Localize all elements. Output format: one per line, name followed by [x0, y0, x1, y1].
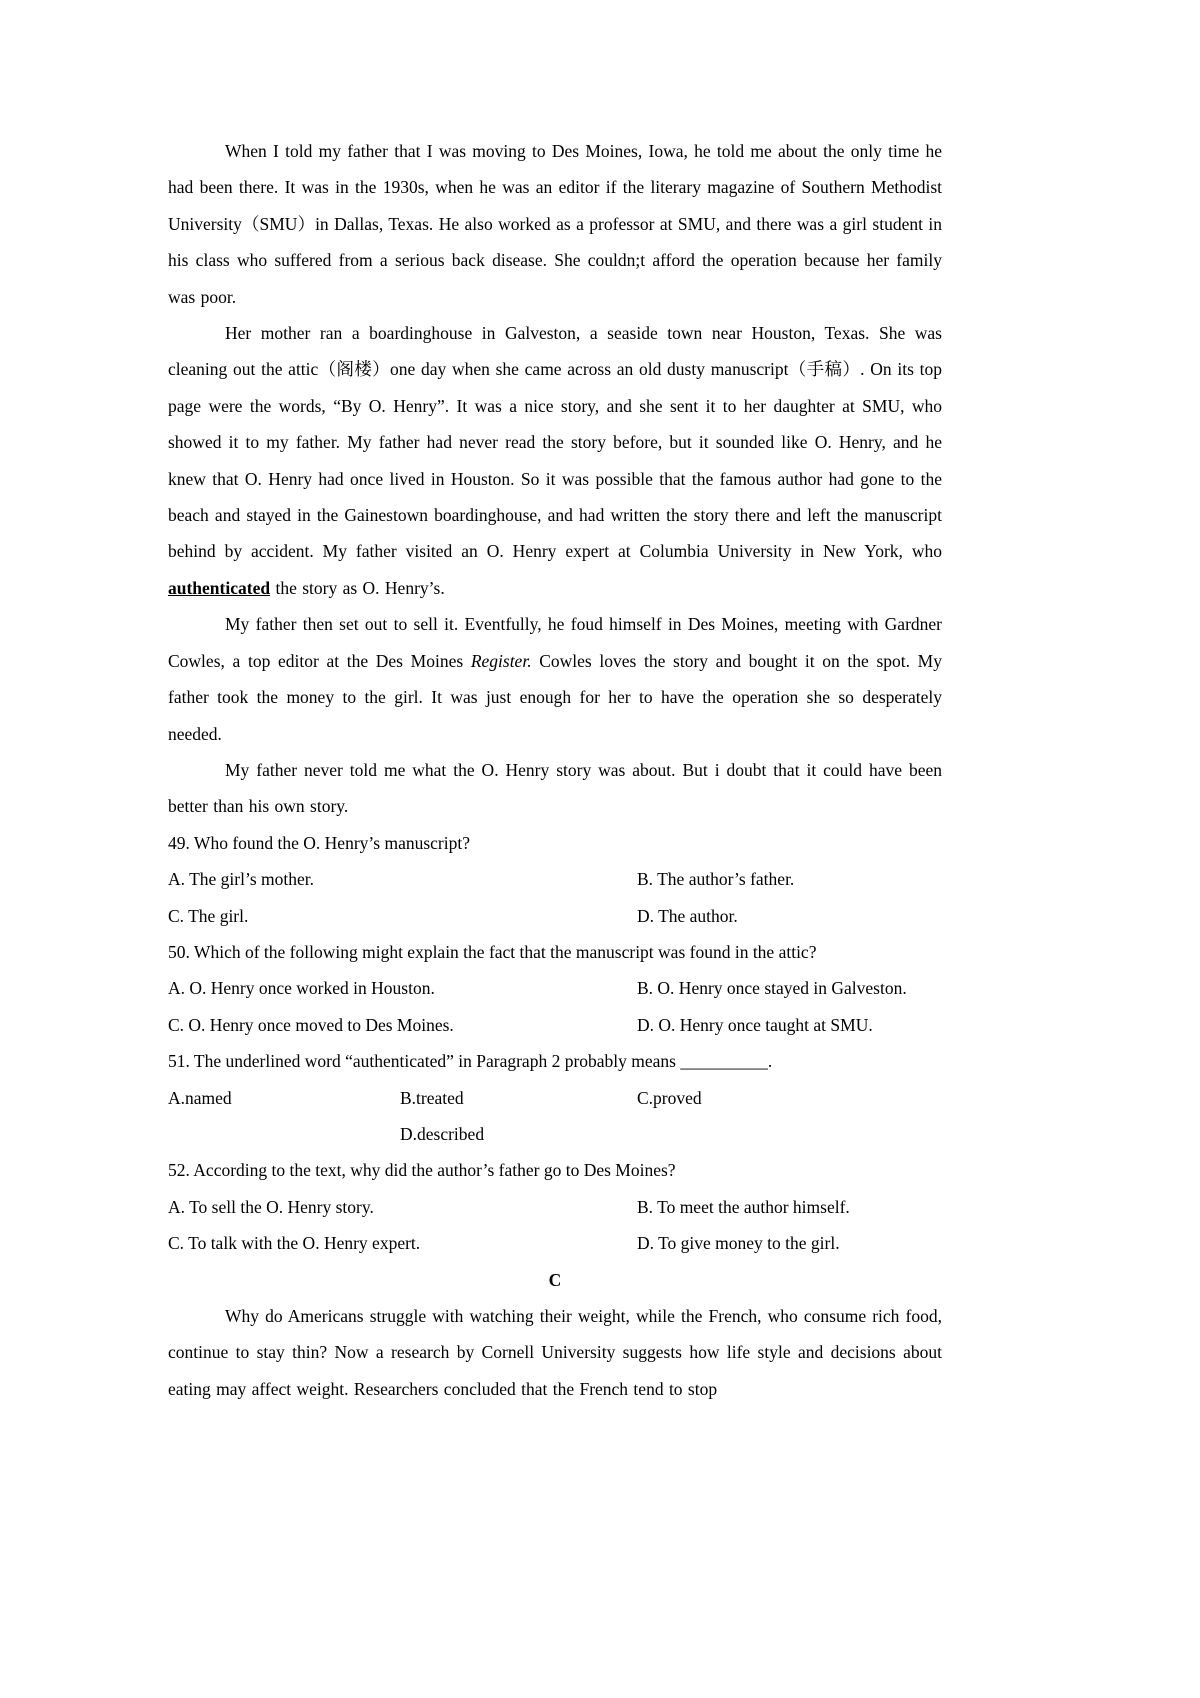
question-51-stem: 51. The underlined word “authenticated” in Paragraph 2 probably means __________.	[168, 1051, 773, 1072]
paragraph-3	[168, 606, 942, 752]
question-51-option-d-spacer	[168, 1116, 400, 1152]
question-51-options-row-1	[168, 1080, 942, 1116]
question-52-option-a: A. To sell the O. Henry story.	[168, 1196, 374, 1217]
question-49-option-d: D. The author.	[637, 905, 738, 926]
question-49-option-c: C. The girl.	[168, 905, 249, 926]
question-52-options-row-2	[168, 1225, 942, 1261]
paragraph-2	[168, 315, 942, 606]
question-52-options-row-1	[168, 1189, 942, 1225]
question-49-options-row-2	[168, 898, 942, 934]
closing-paragraph: Why do Americans struggle with watching their weight, while the French, who consume rich food, continue to stay thin? Now a research by Cornell University suggests how life style and decisions about eating may affect weight. Researchers concluded that the French tend to stop	[168, 1306, 942, 1399]
paragraph-3-text-before: My father then set out to sell it. Eventfully, he foud himself in Des Moines, meeting with Gardner Cowles, a top editor at the Des Moines	[168, 614, 942, 671]
question-52-option-b: B. To meet the author himself.	[637, 1196, 850, 1217]
question-51	[168, 1043, 942, 1152]
question-50-option-a: A. O. Henry once worked in Houston.	[168, 978, 435, 999]
question-49-option-a: A. The girl’s mother.	[168, 869, 314, 890]
question-50-stem: 50. Which of the following might explain the fact that the manuscript was found in the attic?	[168, 941, 817, 962]
question-52-option-c: C. To talk with the O. Henry expert.	[168, 1233, 421, 1254]
paragraph-3-text-after: Cowles loves the story and bought it on the spot. My father took the money to the girl. It was just enough for her to have the operation she so desperately needed.	[168, 650, 942, 744]
question-51-option-d: D.described	[400, 1123, 485, 1144]
paragraph-1: When I told my father that I was moving to Des Moines, Iowa, he told me about the only time he had been there. It was in the 1930s, when he was an editor if the literary magazine of Southern Methodist University（SMU）in Dallas, Texas. He also worked as a professor at SMU, and there was a girl student in his class who suffered from a serious back disease. She couldn;t afford the operation because her family was poor.	[168, 141, 942, 307]
question-49-option-b: B. The author’s father.	[637, 869, 795, 890]
question-52-stem: 52. According to the text, why did the author’s father go to Des Moines?	[168, 1160, 676, 1181]
question-51-option-b: B.treated	[400, 1087, 464, 1108]
italic-publication-name: Register.	[470, 650, 532, 671]
question-49-stem: 49. Who found the O. Henry’s manuscript?	[168, 832, 470, 853]
question-51-option-c: C.proved	[637, 1087, 702, 1108]
question-51-option-a: A.named	[168, 1087, 232, 1108]
question-51-options-row-2	[168, 1116, 942, 1152]
question-49-options-row-1	[168, 861, 942, 897]
question-50-option-d: D. O. Henry once taught at SMU.	[637, 1014, 873, 1035]
question-50-options-row-1	[168, 970, 942, 1006]
section-heading-c: C	[548, 1269, 562, 1290]
paragraph-4: My father never told me what the O. Henry story was about. But i doubt that it could have been better than his own story.	[168, 759, 942, 817]
question-49	[168, 825, 942, 934]
question-52	[168, 1152, 942, 1261]
question-50-options-row-2	[168, 1007, 942, 1043]
paragraph-2-text-before: Her mother ran a boardinghouse in Galveston, a seaside town near Houston, Texas. She was cleaning out the attic（阁楼）one day when she came across an old dusty manuscript（手稿）. On its top page were the words, “By O. Henry”. It was a nice story, and she sent it to her daughter at SMU, who showed it to my father. My father had never read the story before, but it sounded like O. Henry, and he knew that O. Henry had once lived in Houston. So it was possible that the famous author had gone to the beach and stayed in the Gainestown boardinghouse, and had written the story there and left the manuscript behind by accident. My father visited an O. Henry expert at Columbia University in New York, who	[168, 323, 942, 562]
paragraph-2-text-after: the story as O. Henry’s.	[270, 577, 445, 598]
question-52-option-d: D. To give money to the girl.	[637, 1233, 840, 1254]
question-50-option-c: C. O. Henry once moved to Des Moines.	[168, 1014, 454, 1035]
question-50-option-b: B. O. Henry once stayed in Galveston.	[637, 978, 907, 999]
underlined-word: authenticated	[168, 577, 271, 598]
question-50	[168, 934, 942, 1043]
